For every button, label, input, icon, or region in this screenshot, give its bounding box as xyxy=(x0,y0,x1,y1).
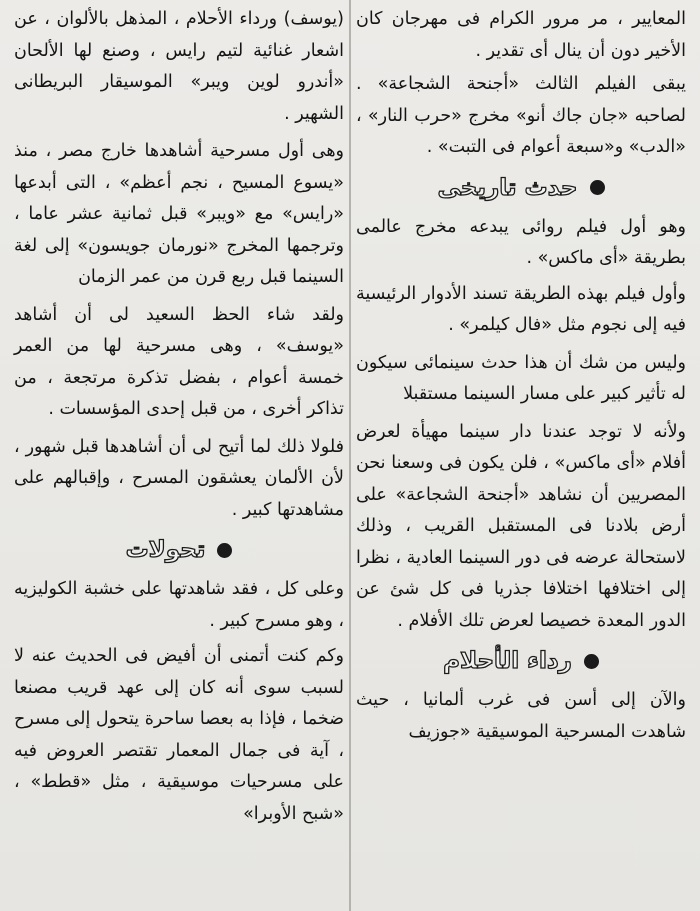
paragraph: ولأنه لا توجد عندنا دار سينما مهيأة لعرض أفلام «أى ماكس» ، فلن يكون فى وسعنا نحن المصريين أن نشاهد «أجنحة الشجاعة» على أرض بلادنا فى المستقبل القريب ، وذلك لاستحالة عرضه فى دور السينما العادية ، نظرا إلى اختلافها اختلافا جذريا فى كل شئ عن الدور المعدة خصيصا لعرض تلك الأفلام . xyxy=(356,421,686,631)
section-heading xyxy=(356,166,686,210)
paragraph: وعلى كل ، فقد شاهدتها على خشبة الكوليزيه ، وهو مسرح كبير . xyxy=(14,579,344,631)
bullet-icon xyxy=(217,543,232,558)
heading-text: رداء الأحلام xyxy=(443,648,572,674)
section-heading xyxy=(14,528,344,572)
paragraph: (يوسف) ورداء الأحلام ، المذهل بالألوان ، عن اشعار غنائية لتيم رايس ، وصنع لها الألحان «أندرو لوين ويبر» الموسيقار البريطانى الشهير . xyxy=(14,9,344,124)
section-heading xyxy=(356,639,686,683)
paragraph: وهو أول فيلم روائى يبدعه مخرج عالمى بطريقة «أى ماكس» . xyxy=(356,216,686,268)
left-column xyxy=(14,4,344,830)
paragraph: وليس من شك أن هذا حدث سينمائى سيكون له تأثير كبير على مسار السينما مستقبلا xyxy=(356,352,686,404)
paragraph: وأول فيلم بهذه الطريقة تسند الأدوار الرئيسية فيه إلى نجوم مثل «فال كيلمر» . xyxy=(356,283,686,335)
heading-text: تحولات xyxy=(125,537,206,563)
paragraph: والآن إلى أسن فى غرب ألمانيا ، حيث شاهدت المسرحية الموسيقية «جوزيف xyxy=(356,690,686,742)
paragraph: المعايير ، مر مرور الكرام فى مهرجان كان الأخير دون أن ينال أى تقدير . xyxy=(356,9,686,61)
column-divider xyxy=(349,0,351,911)
bullet-icon xyxy=(584,654,599,669)
bullet-icon xyxy=(590,180,605,195)
paragraph: يبقى الفيلم الثالث «أجنحة الشجاعة» . لصاحبه «جان جاك أنو» مخرج «حرب النار» ، «الدب» و«سبعة أعوام فى التبت» . xyxy=(356,74,686,157)
paragraph: وكم كنت أتمنى أن أفيض فى الحديث عنه لا لسبب سوى أنه كان إلى عهد قريب مصنعا ضخما ، فإذا به بعصا ساحرة يتحول إلى مسرح ، آية فى جمال المعمار تقتصر العروض فيه على مسرحيات موسيقية ، مثل «قطط» ، «شبح الأوبرا» xyxy=(14,646,344,824)
right-column xyxy=(356,4,686,748)
heading-text: حدث تاريخى xyxy=(437,174,578,201)
paragraph: فلولا ذلك لما أتيح لى أن أشاهدها قبل شهور ، لأن الألمان يعشقون المسرح ، وإقبالهم على مشاهدتها كبير . xyxy=(14,436,344,520)
paragraph: وهى أول مسرحية أشاهدها خارج مصر ، منذ «يسوع المسيح ، نجم أعظم» ، التى أبدعها «رايس» مع «ويبر» قبل ثمانية عشر عاما ، وترجمها المخرج «نورمان جويسون» إلى لغة السينما قبل ربع قرن من عمر الزمان xyxy=(14,141,344,287)
paragraph: ولقد شاء الحظ السعيد لى أن أشاهد «يوسف» ، وهى مسرحية لها من العمر خمسة أعوام ، بفضل تذكرة مرتجعة ، من تذاكر أخرى ، من قبل إحدى المؤسسات . xyxy=(14,304,344,419)
